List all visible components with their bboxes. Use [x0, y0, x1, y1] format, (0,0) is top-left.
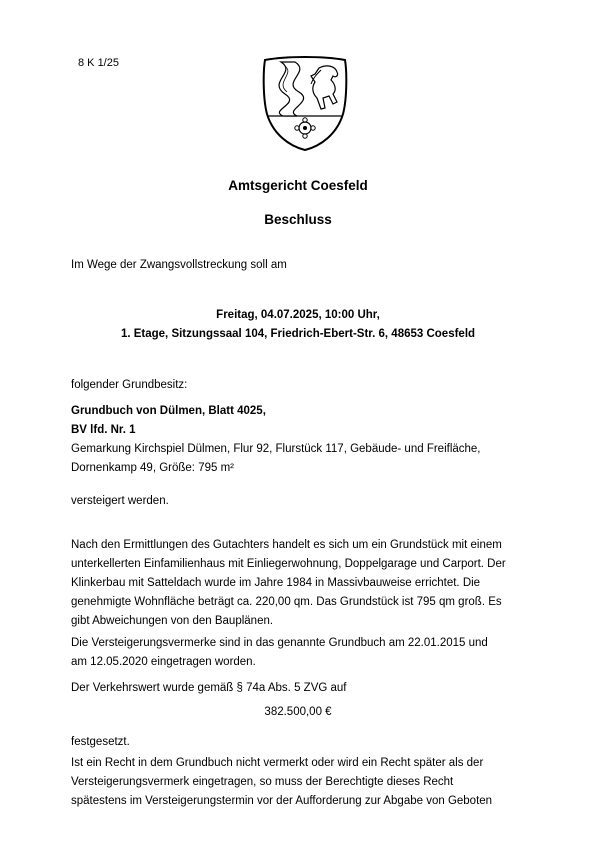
value-outro: festgesetzt. — [71, 736, 130, 748]
intro-text: Im Wege der Zwangsvollstreckung soll am — [71, 259, 287, 271]
findings-line: genehmigte Wohnfläche beträgt ca. 220,00 qm. Das Grundstück ist 795 qm groß. Es — [71, 596, 502, 608]
property-block — [71, 402, 531, 478]
value-intro: Der Verkehrswert wurde gemäß § 74a Abs. 5 ZVG auf — [71, 682, 347, 694]
document-title: Beschluss — [264, 212, 332, 227]
property-intro: folgender Grundbesitz: — [71, 379, 188, 391]
findings-line: gibt Abweichungen von den Bauplänen. — [71, 615, 274, 627]
nrw-coat-of-arms-icon — [257, 54, 353, 152]
rights-line: spätestens im Versteigerungstermin vor der Aufforderung zur Abgabe von Geboten — [71, 795, 493, 807]
findings-line: Klinkerbau mit Satteldach wurde im Jahre 1984 in Massivbauweise errichtet. Die — [71, 577, 481, 589]
rights-line: Ist ein Recht in dem Grundbuch nicht vermerkt oder wird ein Recht später als der — [71, 757, 484, 769]
rights-line: Versteigerungsvermerk eingetragen, so muss der Berechtigte dieses Recht — [71, 776, 454, 788]
property-description-line: Dornenkamp 49, Größe: 795 m² — [71, 462, 234, 474]
property-description-line: Gemarkung Kirchspiel Dülmen, Flur 92, Flurstück 117, Gebäude- und Freifläche, — [71, 443, 481, 455]
rights-paragraph — [71, 754, 531, 811]
findings-line: unterkellerten Einfamilienhaus mit Einliegerwohnung, Doppelgarage und Carport. Der — [71, 558, 506, 570]
registration-line: am 12.05.2020 eingetragen worden. — [71, 656, 256, 668]
property-item: BV lfd. Nr. 1 — [71, 424, 136, 436]
appointment-location: 1. Etage, Sitzungssaal 104, Friedrich-Ebert-Str. 6, 48653 Coesfeld — [120, 328, 476, 340]
appointment-datetime: Freitag, 04.07.2025, 10:00 Uhr, — [216, 309, 380, 321]
registration-paragraph — [71, 634, 531, 672]
court-name: Amtsgericht Coesfeld — [228, 178, 368, 193]
registration-line: Die Versteigerungsvermerke sind in das genannte Grundbuch am 22.01.2015 und — [71, 637, 488, 649]
case-number: 8 K 1/25 — [78, 57, 119, 69]
auctioned-text: versteigert werden. — [71, 495, 169, 507]
findings-paragraph — [71, 536, 531, 631]
land-register: Grundbuch von Dülmen, Blatt 4025, — [71, 405, 266, 417]
market-value: 382.500,00 € — [264, 706, 332, 718]
findings-line: Nach den Ermittlungen des Gutachters handelt es sich um ein Grundstück mit einem — [71, 539, 502, 551]
